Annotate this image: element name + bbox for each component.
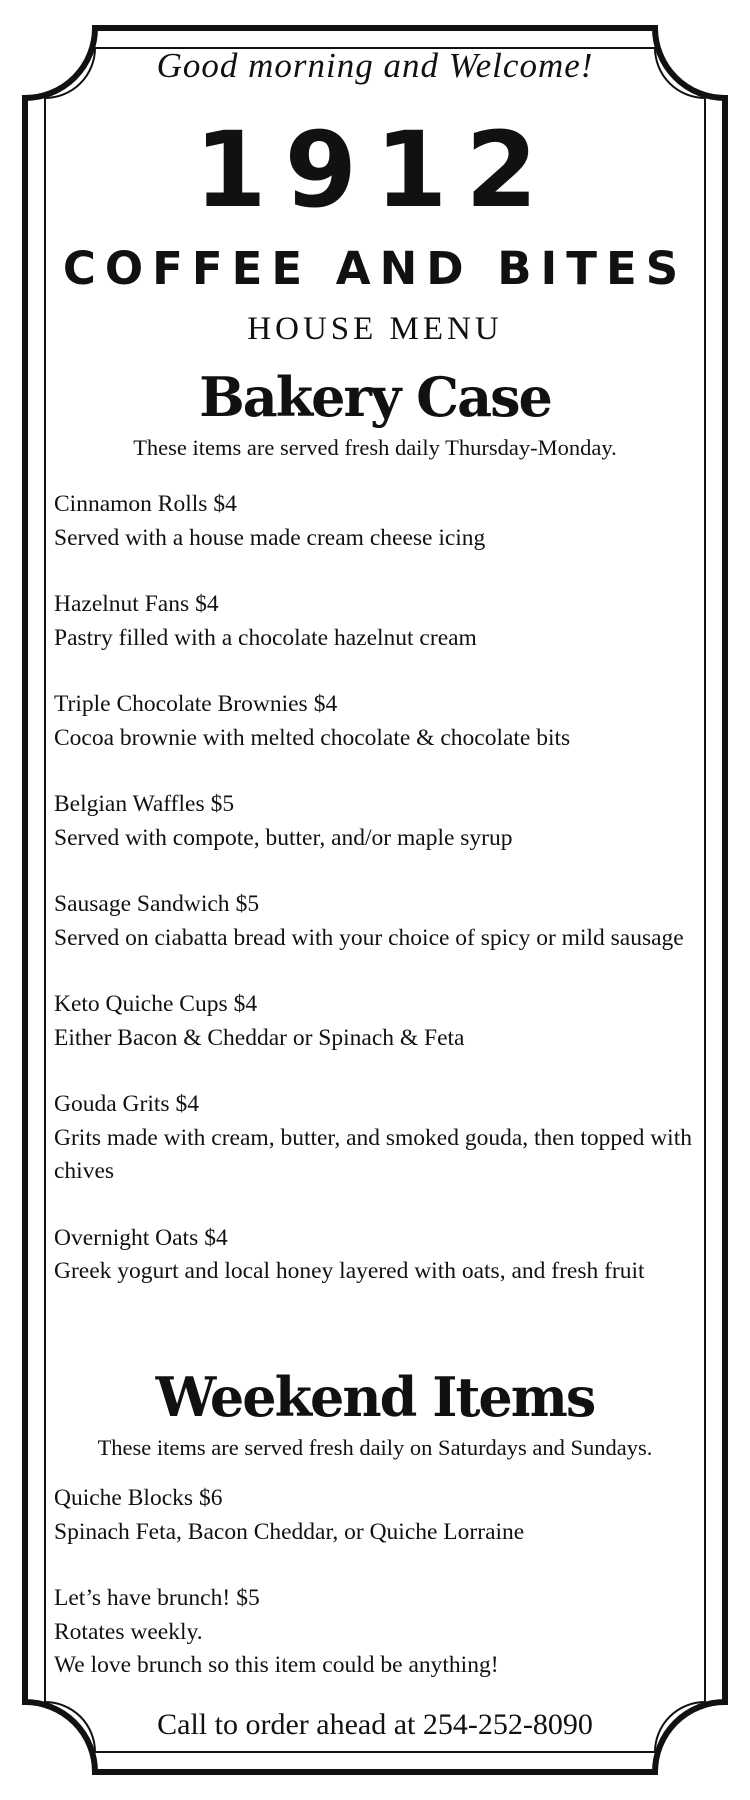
menu-item-description: Either Bacon & Cheddar or Spinach & Feta <box>54 1024 465 1051</box>
menu-item-price: $5 <box>210 791 235 817</box>
menu-item-name: Keto Quiche Cups <box>54 991 228 1017</box>
menu-item-description: Served with a house made cream cheese icing <box>54 524 486 551</box>
menu-item-price: $4 <box>313 691 338 717</box>
menu-item-description: Greek yogurt and local honey layered with oats, and fresh fruit <box>54 1258 645 1284</box>
bakery-heading: Bakery Case <box>199 365 551 429</box>
menu-item-price: $6 <box>199 1485 223 1511</box>
menu-item-description: Spinach Feta, Bacon Cheddar, or Quiche Lorraine <box>54 1518 525 1545</box>
bakery-item-list <box>54 488 696 1289</box>
weekend-note: These items are served fresh daily on Saturdays and Sundays. <box>97 1435 653 1460</box>
menu-item-name: Quiche Blocks <box>54 1485 194 1511</box>
menu-item <box>54 888 696 955</box>
menu-item-title <box>54 888 696 922</box>
weekend-heading: Weekend Items <box>155 1365 595 1429</box>
menu-item-title <box>54 588 696 622</box>
menu-content <box>54 0 696 1800</box>
shop-name: COFFEE AND BITES <box>62 242 688 295</box>
menu-item-title <box>54 1088 696 1122</box>
menu-item-name: Gouda Grits <box>54 1091 170 1117</box>
menu-item <box>54 688 696 755</box>
menu-item <box>54 488 696 555</box>
menu-item-title <box>54 1582 696 1616</box>
call-to-order: Call to order ahead at 254-252-8090 <box>157 1708 593 1741</box>
menu-item-title <box>54 688 696 722</box>
menu-item-description: Served on ciabatta bread with your choice of spicy or mild sausage <box>54 924 684 951</box>
menu-item <box>54 988 696 1055</box>
menu-item <box>54 1582 696 1683</box>
menu-item <box>54 788 696 855</box>
menu-item-name: Let’s have brunch! <box>54 1585 231 1611</box>
menu-item-name: Triple Chocolate Brownies <box>54 691 308 717</box>
menu-item-description: Served with compote, butter, and/or maple syrup <box>54 824 513 851</box>
menu-item-name: Cinnamon Rolls <box>54 491 208 517</box>
menu-item-title <box>54 988 696 1022</box>
menu-item-price: $4 <box>233 991 258 1017</box>
greeting-text: Good morning and Welcome! <box>156 46 594 85</box>
menu-item-name: Overnight Oats <box>54 1224 199 1251</box>
menu-item-description: Grits made with cream, butter, and smoked gouda, then topped with chives <box>54 1124 692 1184</box>
menu-item-name: Hazelnut Fans <box>54 591 190 617</box>
menu-item <box>54 1482 696 1549</box>
menu-item-price: $4 <box>204 1224 228 1251</box>
menu-label: HOUSE MENU <box>247 311 503 347</box>
menu-item <box>54 588 696 655</box>
shop-year: 1912 <box>194 109 556 231</box>
menu-item-description: We love brunch so this item could be anything! <box>54 1652 499 1678</box>
menu-item <box>54 1088 696 1189</box>
menu-item-title <box>54 788 696 822</box>
menu-item-price: $4 <box>195 591 219 617</box>
bakery-note: These items are served fresh daily Thursday-Monday. <box>133 435 617 460</box>
menu-item <box>54 1222 696 1289</box>
menu-item-price: $5 <box>235 891 260 917</box>
menu-item-title <box>54 488 696 522</box>
menu-item-description: Pastry filled with a chocolate hazelnut cream <box>54 624 477 651</box>
menu-item-name: Sausage Sandwich <box>54 891 230 917</box>
menu-item-name: Belgian Waffles <box>54 791 205 817</box>
menu-item-description: Cocoa brownie with melted chocolate & chocolate bits <box>54 724 571 751</box>
menu-item-price: $5 <box>236 1585 260 1611</box>
menu-item-price: $4 <box>175 1091 200 1117</box>
menu-item-title <box>54 1482 696 1516</box>
weekend-item-list <box>54 1482 696 1683</box>
menu-item-price: $4 <box>213 491 237 517</box>
menu-item-title <box>54 1222 696 1256</box>
menu-item-description: Rotates weekly. <box>54 1618 203 1645</box>
